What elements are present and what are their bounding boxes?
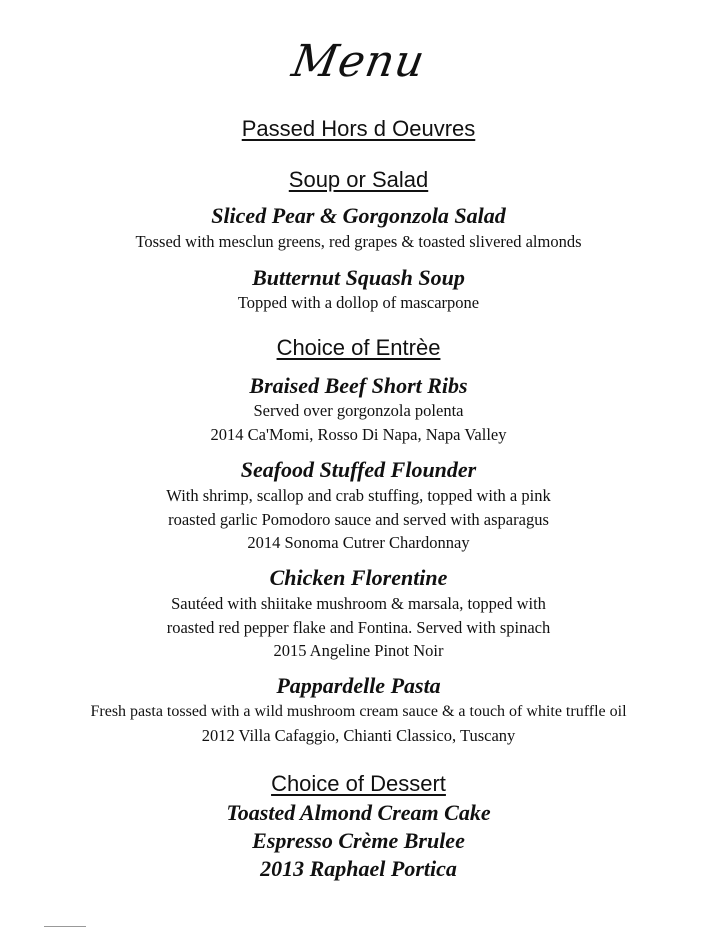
dish-desc-chicken-1: Sautéed with shiitake mushroom & marsala, topped with bbox=[171, 594, 546, 613]
section-heading-soup-salad: Soup or Salad bbox=[288, 167, 429, 192]
dish-wine-pappardelle: 2012 Villa Cafaggio, Chianti Classico, Tuscany bbox=[201, 726, 516, 745]
menu-title: Menu bbox=[288, 36, 429, 87]
dish-desc-pappardelle: Fresh pasta tossed with a wild mushroom cream sauce & a touch of white truffle oil bbox=[90, 703, 627, 720]
dish-wine-flounder: 2014 Sonoma Cutrer Chardonnay bbox=[247, 533, 470, 552]
dish-name-pappardelle: Pappardelle Pasta bbox=[276, 673, 441, 698]
section-heading-hors-doeuvres: Passed Hors d Oeuvres bbox=[241, 116, 476, 141]
dish-desc-pear-salad: Tossed with mesclun greens, red grapes & toasted slivered almonds bbox=[135, 232, 582, 251]
dessert-item-almond-cake: Toasted Almond Cream Cake bbox=[226, 800, 491, 825]
section-heading-entree: Choice of Entrèe bbox=[276, 335, 441, 360]
dish-name-short-ribs: Braised Beef Short Ribs bbox=[249, 373, 468, 398]
dessert-item-creme-brulee: Espresso Crème Brulee bbox=[252, 828, 465, 853]
bottom-divider bbox=[44, 926, 86, 927]
dish-desc-chicken-2: roasted red pepper flake and Fontina. Served with spinach bbox=[166, 618, 551, 637]
dish-name-squash-soup: Butternut Squash Soup bbox=[252, 265, 465, 290]
dish-wine-short-ribs: 2014 Ca'Momi, Rosso Di Napa, Napa Valley bbox=[210, 425, 507, 444]
dish-desc-flounder-2: roasted garlic Pomodoro sauce and served with asparagus bbox=[168, 510, 549, 529]
dish-desc-flounder-1: With shrimp, scallop and crab stuffing, topped with a pink bbox=[166, 486, 551, 505]
dish-name-flounder: Seafood Stuffed Flounder bbox=[240, 457, 477, 482]
dish-desc-squash-soup: Topped with a dollop of mascarpone bbox=[237, 293, 480, 312]
dish-desc-short-ribs-1: Served over gorgonzola polenta bbox=[253, 401, 464, 420]
dish-name-chicken-florentine: Chicken Florentine bbox=[269, 565, 448, 590]
dish-wine-chicken: 2015 Angeline Pinot Noir bbox=[273, 641, 444, 660]
section-heading-dessert: Choice of Dessert bbox=[271, 771, 446, 796]
dessert-item-dessert-wine: 2013 Raphael Portica bbox=[260, 856, 457, 881]
dish-name-pear-salad: Sliced Pear & Gorgonzola Salad bbox=[211, 203, 506, 228]
